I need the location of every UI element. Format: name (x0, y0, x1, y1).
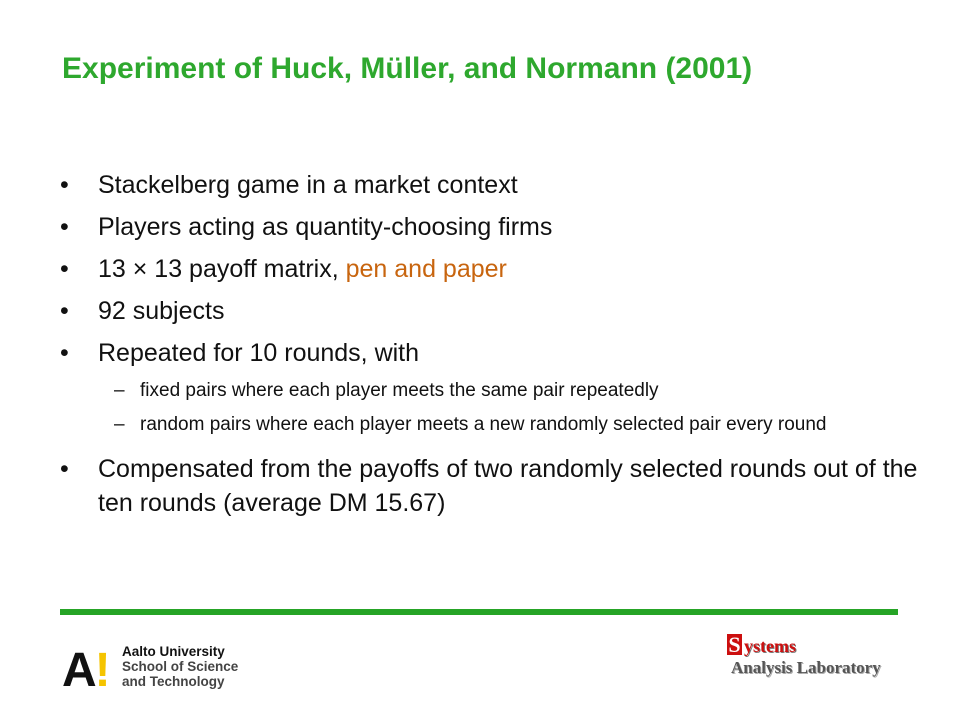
highlight-text: pen and paper (345, 255, 507, 283)
footer-divider (60, 609, 898, 615)
bullet-list (60, 168, 920, 528)
systems-analysis-laboratory-logo (714, 632, 899, 688)
sal-initial: S (728, 632, 741, 657)
bullet-marker: • (60, 297, 69, 325)
sub-bullet-item (60, 378, 920, 404)
aalto-wordmark: Aalto University School of Science and Technology (122, 644, 239, 689)
bullet-marker: • (60, 339, 69, 367)
slide-title: Experiment of Huck, Müller, and Normann (2001) (62, 52, 753, 85)
sub-bullet-marker: – (114, 414, 125, 435)
bullet-marker: • (60, 455, 69, 483)
bullet-item (60, 210, 920, 244)
sub-bullet-text: fixed pairs where each player meets the same pair repeatedly (140, 380, 659, 401)
bullet-item (60, 452, 920, 520)
bullet-text: Stackelberg game in a market context (98, 171, 518, 199)
bullet-item (60, 336, 920, 370)
bullet-text: 13 × 13 payoff matrix, (98, 255, 346, 283)
bullet-text: Compensated from the payoffs of two randomly selected rounds out of the ten rounds (average DM 15.67) (98, 455, 918, 517)
aalto-mark: A! (62, 644, 109, 697)
bullet-item (60, 168, 920, 202)
bullet-item (60, 294, 920, 328)
bullet-marker: • (60, 171, 69, 199)
bullet-item (60, 252, 920, 286)
sub-bullet-marker: – (114, 380, 125, 401)
bullet-marker: • (60, 213, 69, 241)
sub-bullet-item (60, 412, 920, 438)
bullet-text: Players acting as quantity-choosing firms (98, 213, 553, 241)
sal-analysis-laboratory: Analysis Laboratory (731, 658, 881, 677)
sub-bullet-text: random pairs where each player meets a new randomly selected pair every round (140, 414, 827, 435)
bullet-marker: • (60, 255, 69, 283)
sal-systems-word: ystems (744, 636, 796, 656)
bullet-text: Repeated for 10 rounds, with (98, 339, 420, 367)
bullet-text: 92 subjects (98, 297, 225, 325)
